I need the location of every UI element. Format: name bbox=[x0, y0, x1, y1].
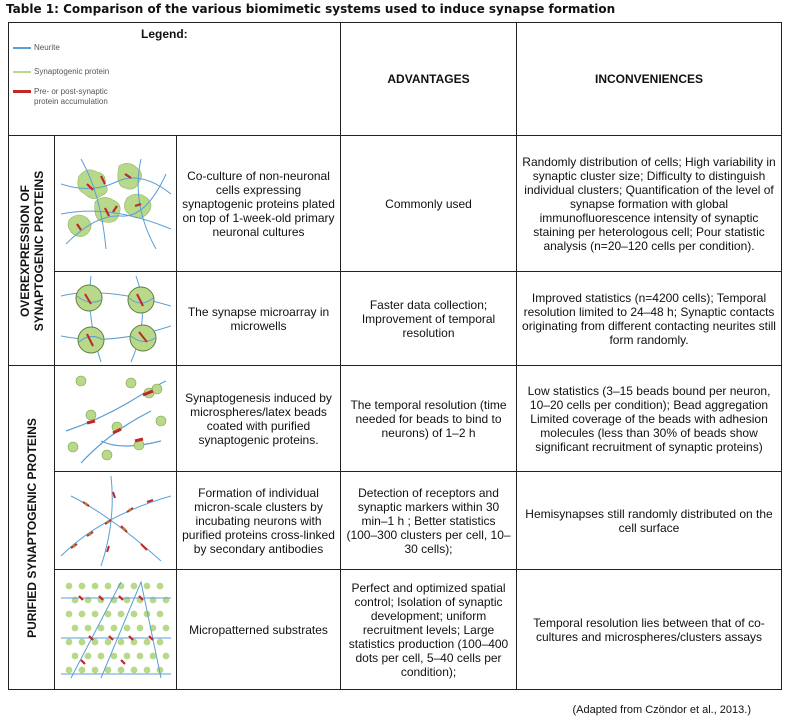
inconveniences-cell: Temporal resolution lies between that of co-cultures and microspheres/clusters assays bbox=[517, 570, 782, 690]
pattern-dot bbox=[149, 652, 156, 659]
table-caption: Table 1: Comparison of the various biomimetic systems used to induce synapse formation bbox=[6, 2, 616, 16]
pattern-dot bbox=[130, 582, 137, 589]
pattern-dot bbox=[136, 624, 143, 631]
system-cell: The synapse microarray in microwells bbox=[177, 272, 341, 366]
comparison-table bbox=[8, 22, 782, 690]
pattern-dot bbox=[97, 652, 104, 659]
inconveniences-header: INCONVENIENCES bbox=[517, 23, 782, 136]
microsphere-diagram-cell bbox=[55, 366, 177, 472]
system-cell: Micropatterned substrates bbox=[177, 570, 341, 690]
advantages-cell: Commonly used bbox=[341, 136, 517, 272]
inconveniences-cell: Hemisynapses still randomly distributed on the cell surface bbox=[517, 472, 782, 570]
advantages-cell: Perfect and optimized spatial control; Isolation of synaptic development; uniform recruitment levels; Large statistics production (100–400 dots per cell, 5–40 cells per condition); bbox=[341, 570, 517, 690]
pattern-dot bbox=[156, 638, 163, 645]
system-cell: Synaptogenesis induced by microspheres/latex beads coated with purified synaptogenic proteins. bbox=[177, 366, 341, 472]
pattern-dot bbox=[117, 666, 124, 673]
neurite-swatch-icon bbox=[13, 47, 31, 49]
pattern-dot bbox=[65, 666, 72, 673]
table-row bbox=[9, 136, 782, 272]
pattern-dot bbox=[84, 624, 91, 631]
synaptogenic-swatch-icon bbox=[13, 71, 31, 73]
legend-item-synaptogenic: Synaptogenic protein bbox=[13, 67, 109, 77]
advantages-header: ADVANTAGES bbox=[341, 23, 517, 136]
legend-item-neurite: Neurite bbox=[13, 43, 60, 53]
legend bbox=[9, 23, 340, 135]
pattern-dot bbox=[123, 652, 130, 659]
pattern-dot bbox=[91, 610, 98, 617]
header-row bbox=[9, 23, 782, 136]
table-row bbox=[9, 366, 782, 472]
table-row bbox=[9, 472, 782, 570]
pattern-dot bbox=[78, 638, 85, 645]
source-credit: (Adapted from Czöndor et al., 2013.) bbox=[572, 704, 751, 716]
pattern-dot bbox=[65, 610, 72, 617]
pattern-dot bbox=[110, 624, 117, 631]
cluster-diagram bbox=[61, 476, 171, 566]
pattern-dot bbox=[104, 582, 111, 589]
pattern-dot bbox=[91, 582, 98, 589]
co-culture-diagram bbox=[61, 154, 171, 254]
pattern-dot bbox=[78, 582, 85, 589]
group-label-overexpression: OVEREXPRESSION OF SYNAPTOGENIC PROTEINS bbox=[9, 136, 55, 366]
pattern-dot bbox=[65, 582, 72, 589]
microsphere-diagram bbox=[61, 371, 171, 467]
table-row bbox=[9, 272, 782, 366]
co-culture-diagram-cell bbox=[55, 136, 177, 272]
pattern-dot bbox=[78, 610, 85, 617]
pattern-dot bbox=[84, 652, 91, 659]
accumulation-swatch-icon bbox=[13, 90, 31, 93]
legend-cell bbox=[9, 23, 341, 136]
pattern-dot bbox=[91, 666, 98, 673]
pattern-dot bbox=[65, 638, 72, 645]
micropattern-diagram-cell bbox=[55, 570, 177, 690]
pattern-dot bbox=[117, 638, 124, 645]
microwell-diagram bbox=[61, 276, 171, 362]
cluster-diagram-cell bbox=[55, 472, 177, 570]
pattern-dot bbox=[143, 582, 150, 589]
pattern-dot bbox=[104, 638, 111, 645]
pattern-dot bbox=[78, 666, 85, 673]
legend-title: Legend: bbox=[141, 27, 188, 41]
pattern-dot bbox=[130, 610, 137, 617]
pattern-dot bbox=[156, 582, 163, 589]
pattern-dot bbox=[136, 652, 143, 659]
advantages-cell: Faster data collection; Improvement of temporal resolution bbox=[341, 272, 517, 366]
legend-item-accumulation: Pre- or post-synaptic protein accumulation bbox=[13, 87, 124, 107]
advantages-cell: The temporal resolution (time needed for beads to bind to neurons) of 1–2 h bbox=[341, 366, 517, 472]
pattern-dot bbox=[123, 624, 130, 631]
pattern-dot bbox=[162, 652, 169, 659]
pattern-dot bbox=[130, 666, 137, 673]
system-cell: Co-culture of non-neuronal cells expressing synaptogenic proteins plated on top of 1-week-old primary neuronal cultures bbox=[177, 136, 341, 272]
inconveniences-cell: Randomly distribution of cells; High variability in synaptic cluster size; Difficulty to distinguish individual clusters; Quantification of the level of synapse formation with global immunofluorescence intensity of synaptic staining per heterologous cell; Pour statistic analysis (n=20–120 cells per condition). bbox=[517, 136, 782, 272]
pattern-dot bbox=[143, 638, 150, 645]
inconveniences-cell: Low statistics (3–15 beads bound per neuron, 10–20 cells per condition); Bead aggregation Limited coverage of the beads with adhesion molecules (less than 30% of beads show significant recruitment of synaptic proteins) bbox=[517, 366, 782, 472]
table-row bbox=[9, 570, 782, 690]
advantages-cell: Detection of receptors and synaptic markers within 30 min–1 h ; Better statistics (100–300 clusters per cell, 10–30 cells); bbox=[341, 472, 517, 570]
pattern-dot bbox=[156, 610, 163, 617]
microwell-diagram-cell bbox=[55, 272, 177, 366]
micropattern-diagram bbox=[61, 578, 171, 682]
pattern-dot bbox=[117, 610, 124, 617]
group-label-purified: PURIFIED SYNAPTOGENIC PROTEINS bbox=[9, 366, 55, 690]
system-cell: Formation of individual micron-scale clusters by incubating neurons with purified proteins cross-linked by secondary antibodies bbox=[177, 472, 341, 570]
pattern-dot bbox=[71, 652, 78, 659]
pattern-dot bbox=[143, 666, 150, 673]
pattern-dot bbox=[71, 624, 78, 631]
pattern-dot bbox=[162, 624, 169, 631]
inconveniences-cell: Improved statistics (n=4200 cells); Temporal resolution limited to 24–48 h; Synaptic contacts originating from different contacting neurites still form randomly. bbox=[517, 272, 782, 366]
